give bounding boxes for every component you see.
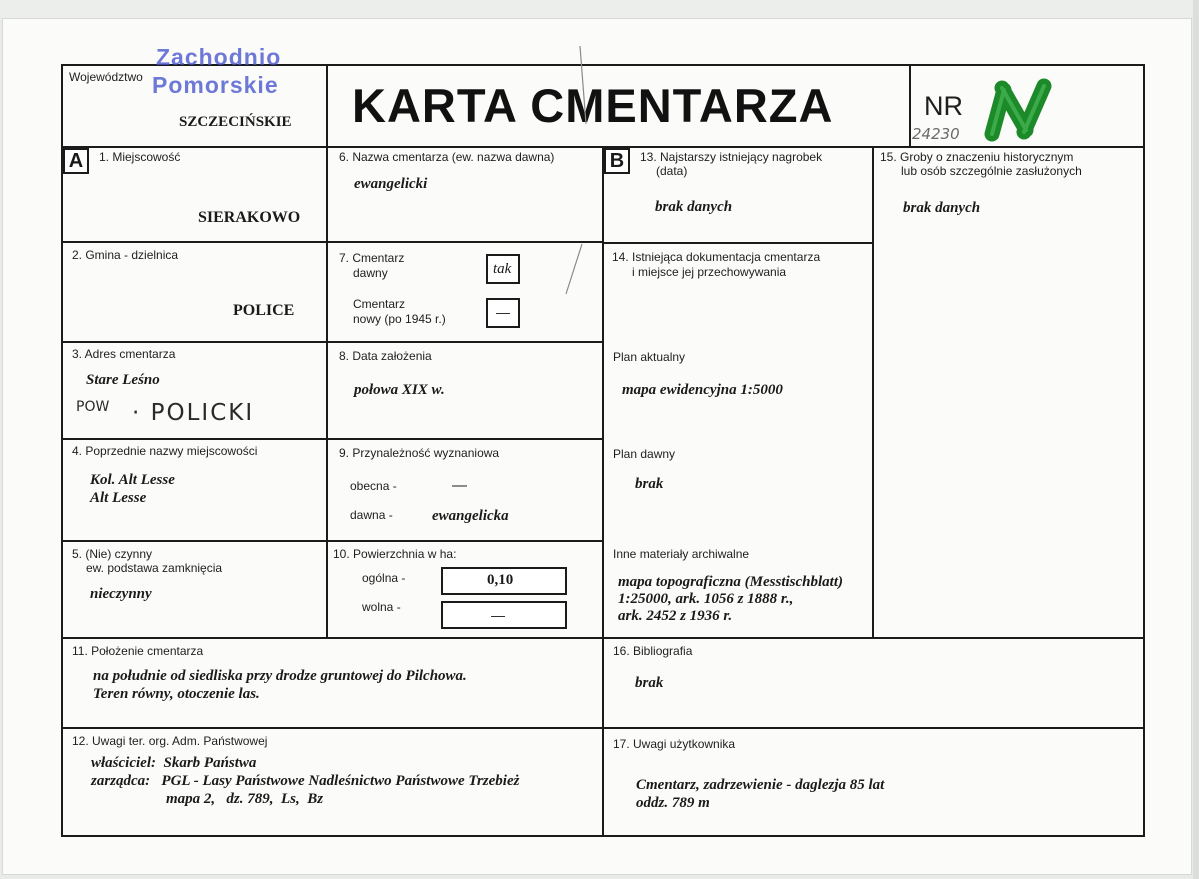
f5-label-1: 5. (Nie) czynny — [72, 547, 153, 561]
f11-label: 11. Położenie cmentarza — [72, 644, 204, 658]
f1-label: 1. Miejscowość — [99, 150, 181, 164]
f2-value: POLICE — [233, 302, 295, 319]
plan-current-value: mapa ewidencyjna 1:5000 — [622, 382, 783, 398]
plan-current-label: Plan aktualny — [613, 350, 686, 364]
grid-line — [61, 341, 602, 343]
f10-free-value: — — [491, 607, 505, 623]
f1-value: SIERAKOWO — [198, 209, 301, 226]
f6-label: 6. Nazwa cmentarza (ew. nazwa dawna) — [339, 150, 555, 164]
f15-label-2: lub osób szczególnie zasłużonych — [901, 164, 1082, 178]
f2-label: 2. Gmina - dzielnica — [72, 248, 179, 262]
f15-value: brak danych — [903, 200, 981, 216]
f9-current-label: obecna - — [350, 479, 397, 493]
f8-value: połowa XIX w. — [354, 382, 445, 398]
f4-value-2: Alt Lesse — [90, 490, 147, 506]
voivodeship-label: Województwo — [69, 70, 143, 84]
f5-label-2: ew. podstawa zamknięcia — [86, 561, 223, 575]
f16-value: brak — [635, 675, 664, 691]
grid-line — [909, 64, 911, 146]
archive-label: Inne materiały archiwalne — [613, 547, 750, 561]
nr-label: NR — [924, 91, 963, 121]
plan-former-label: Plan dawny — [613, 447, 676, 461]
section-b-letter: B — [604, 148, 630, 174]
f10-label: 10. Powierzchnia w ha: — [333, 547, 457, 561]
f7-label-3: Cmentarz — [353, 297, 406, 311]
grid-line — [602, 242, 872, 244]
f13-label-1: 13. Najstarszy istniejący nagrobek — [640, 150, 823, 164]
archive-value-2: 1:25000, ark. 1056 z 1888 r., — [618, 591, 794, 607]
scan-right-edge — [1193, 0, 1199, 879]
grid-line — [602, 146, 604, 837]
page-title: KARTA CMENTARZA — [352, 79, 834, 132]
grid-line — [61, 540, 602, 542]
f7-old-checkbox — [486, 254, 520, 284]
f13-value: brak danych — [655, 199, 733, 215]
f11-value-2: Teren równy, otoczenie las. — [93, 686, 260, 702]
f9-former-label: dawna - — [350, 508, 393, 522]
f7-label-4: nowy (po 1945 r.) — [353, 312, 446, 326]
f4-label: 4. Poprzednie nazwy miejscowości — [72, 444, 258, 458]
grid-line — [326, 64, 328, 146]
f10-total-box — [441, 567, 567, 595]
f9-current-value: — — [452, 477, 467, 494]
f7-label-2: dawny — [353, 266, 388, 280]
stamp-line-1: Zachodnio — [156, 44, 282, 70]
f17-label: 17. Uwagi użytkownika — [613, 737, 736, 751]
f16-label: 16. Bibliografia — [613, 644, 693, 658]
f7-new-value: — — [496, 304, 510, 320]
archive-value-3: ark. 2452 z 1936 r. — [618, 608, 733, 624]
plan-former-value: brak — [635, 476, 664, 492]
f3-handwritten-b: · POLICKI — [132, 400, 255, 426]
f8-label: 8. Data założenia — [339, 349, 432, 363]
f10-total-label: ogólna - — [362, 571, 406, 585]
grid-line — [326, 146, 328, 638]
voivodeship-value: SZCZECIŃSKIE — [179, 114, 292, 130]
f12-label: 12. Uwagi ter. org. Adm. Państwowej — [72, 734, 268, 748]
f12-value-2: zarządca: PGL - Lasy Państwowe Nadleśnictwo Państwowe Trzebież — [91, 773, 520, 789]
stamp-line-2: Pomorskie — [152, 72, 279, 98]
f10-free-box — [441, 601, 567, 629]
f17-value-2: oddz. 789 m — [636, 795, 710, 811]
grid-line — [61, 241, 602, 243]
section-a-letter: A — [63, 148, 89, 174]
nr-handwritten: 24230 — [912, 125, 960, 143]
green-marker-n-icon — [982, 76, 1072, 142]
f12-value-3: mapa 2, dz. 789, Ls, Bz — [166, 791, 324, 807]
f5-value: nieczynny — [90, 586, 152, 602]
grid-line — [61, 727, 1145, 729]
f14-label-1: 14. Istniejąca dokumentacja cmentarza — [612, 250, 821, 264]
f10-free-label: wolna - — [362, 600, 401, 614]
f13-label-2: (data) — [656, 164, 688, 178]
grid-line — [61, 637, 1145, 639]
f14-label-2: i miejsce jej przechowywania — [632, 265, 787, 279]
archive-value-1: mapa topograficzna (Messtischblatt) — [618, 574, 844, 590]
f17-value-1: Cmentarz, zadrzewienie - daglezja 85 lat — [636, 777, 885, 793]
pencil-stroke-icon — [560, 44, 590, 304]
f9-former-value: ewangelicka — [432, 508, 509, 524]
f7-label-1: 7. Cmentarz — [339, 251, 405, 265]
f7-old-value: tak — [493, 261, 512, 277]
grid-line — [872, 146, 874, 638]
f3-value: Stare Leśno — [86, 372, 160, 388]
f3-label: 3. Adres cmentarza — [72, 347, 176, 361]
f11-value-1: na południe od siedliska przy drodze gruntowej do Pilchowa. — [93, 668, 467, 684]
f15-label-1: 15. Groby o znaczeniu historycznym — [880, 150, 1074, 164]
f4-value-1: Kol. Alt Lesse — [90, 472, 175, 488]
scan-top-edge — [0, 0, 1199, 18]
f6-value: ewangelicki — [354, 176, 428, 192]
f7-new-checkbox — [486, 298, 520, 328]
f9-label: 9. Przynależność wyznaniowa — [339, 446, 500, 460]
f10-total-value: 0,10 — [487, 572, 514, 588]
f3-handwritten-a: POW — [76, 399, 110, 415]
grid-line — [61, 438, 602, 440]
f12-value-1: właściciel: Skarb Państwa — [91, 755, 257, 771]
